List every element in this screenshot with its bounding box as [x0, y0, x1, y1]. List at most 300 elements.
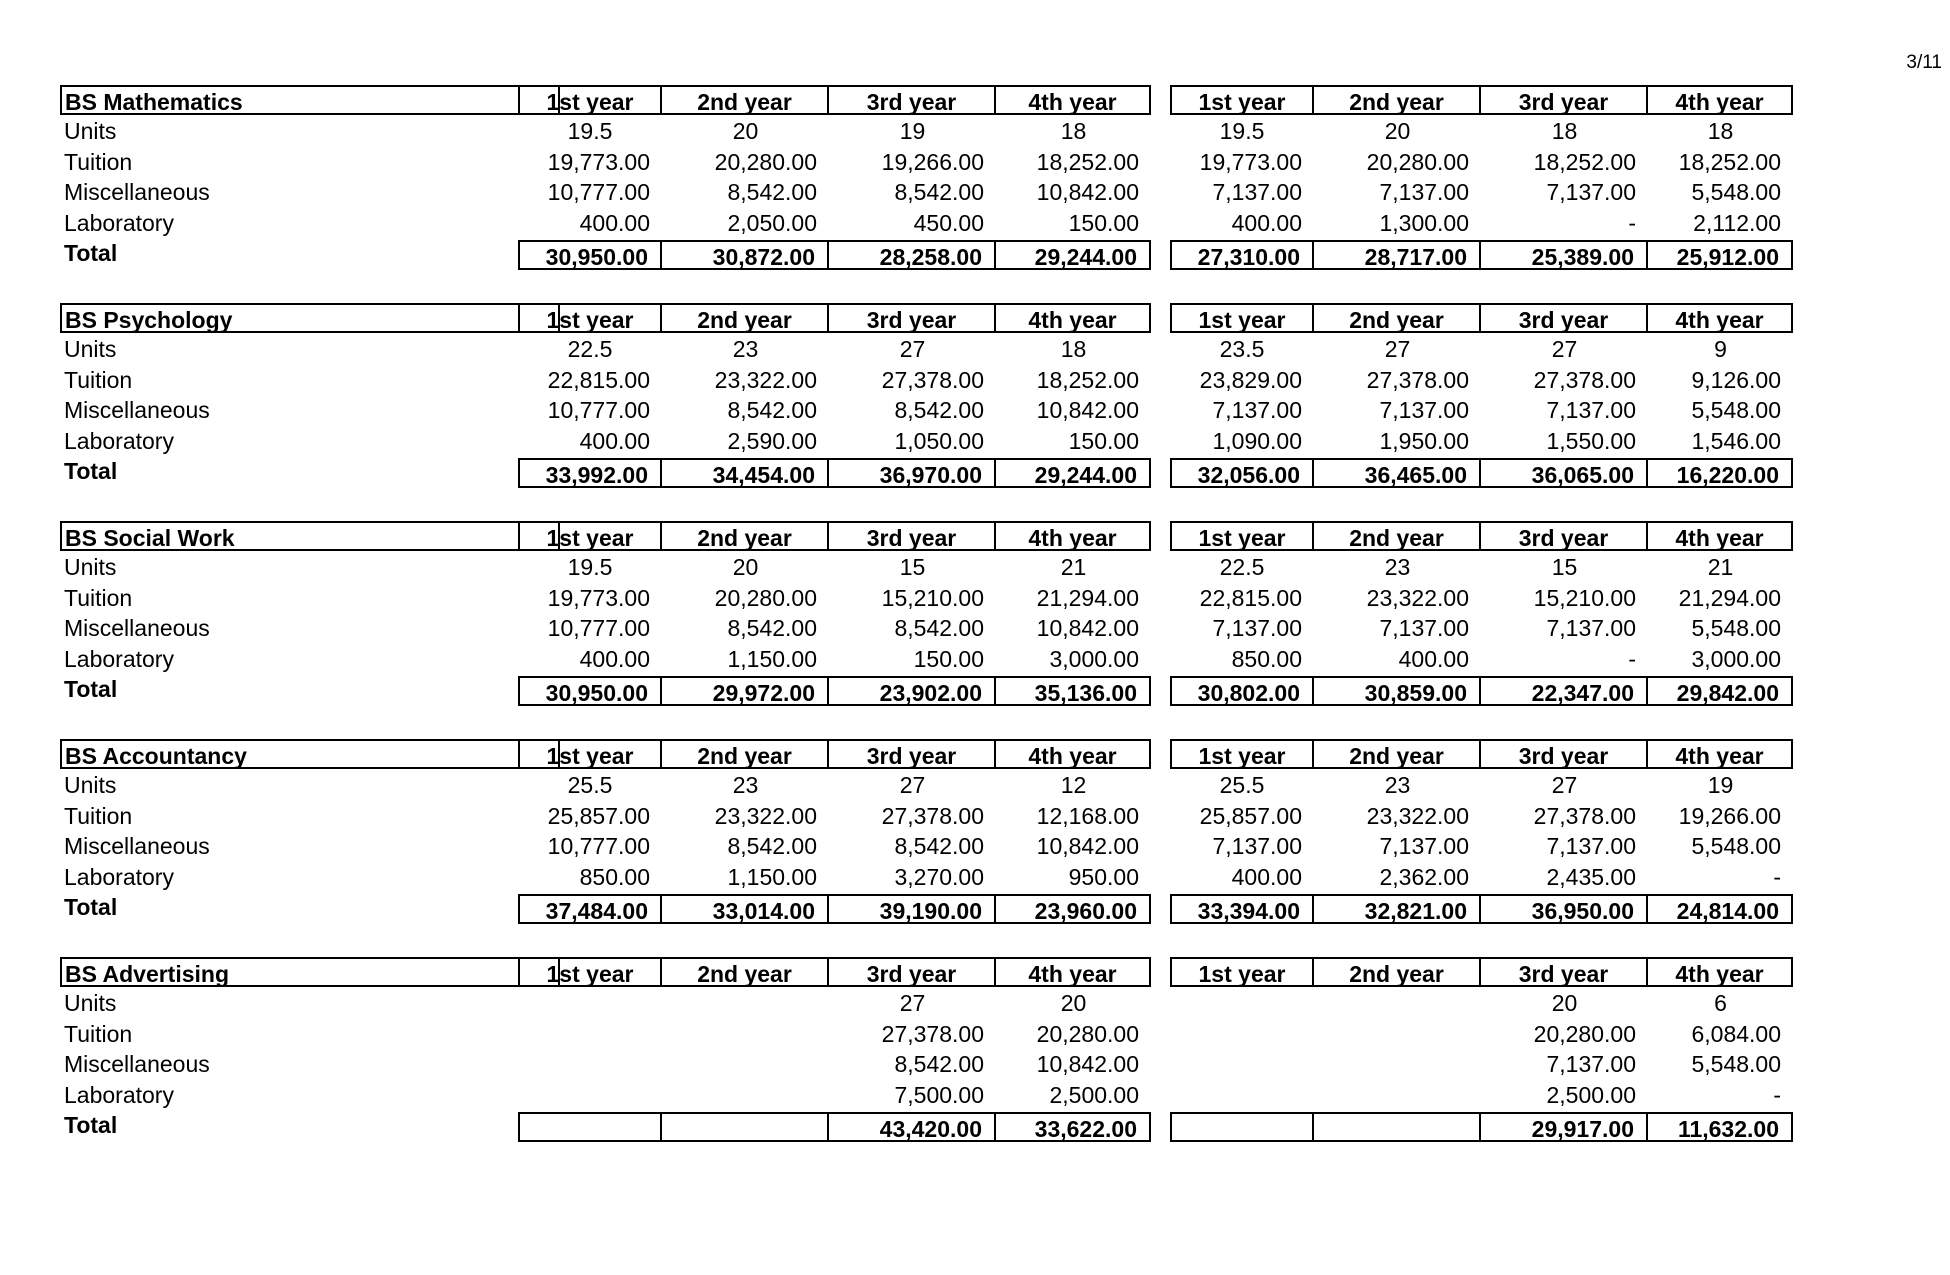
value-cell: 10,777.00 [547, 833, 650, 859]
value-cell: 43,420.00 [829, 1112, 996, 1142]
year-header: 1st year [1170, 85, 1314, 115]
year-header: 2nd year [1314, 85, 1481, 115]
value-cell: 10,842.00 [1036, 1051, 1139, 1077]
value-cell: 150.00 [1068, 427, 1139, 454]
value-cell: 19 [899, 118, 926, 144]
value-cell [518, 1019, 662, 1049]
laboratory-row [60, 862, 1855, 892]
value-cell: 19.5 [567, 118, 613, 144]
value-cell: 7,137.00 [1546, 615, 1636, 641]
value-cell: 1,546.00 [1691, 427, 1781, 454]
value-cell: 10,777.00 [547, 397, 650, 423]
value-cell: 18 [1551, 118, 1578, 144]
value-cell: 23 [732, 336, 759, 362]
value-cell [518, 988, 662, 1018]
value-cell: 36,465.00 [1314, 458, 1481, 488]
laboratory-row [60, 1080, 1855, 1110]
value-cell: 150.00 [913, 645, 984, 672]
value-cell: 29,244.00 [996, 240, 1151, 270]
table-header-row [60, 303, 1855, 333]
value-cell: 12,168.00 [1036, 802, 1139, 829]
value-cell: 950.00 [1068, 863, 1139, 890]
value-cell: - [1628, 645, 1636, 672]
year-header: 4th year [996, 85, 1151, 115]
value-cell: 27 [1551, 336, 1578, 362]
total-row [60, 674, 1855, 704]
table-header-row [60, 521, 1855, 551]
value-cell [662, 1080, 829, 1110]
value-cell: - [1628, 209, 1636, 236]
value-cell: 18,252.00 [1678, 148, 1781, 175]
row-label: Miscellaneous [64, 1051, 210, 1077]
value-cell: 2,435.00 [1546, 863, 1636, 890]
year-header: 1st year [1170, 303, 1314, 333]
value-cell: 34,454.00 [662, 458, 829, 488]
year-header: 3rd year [829, 521, 996, 551]
value-cell: 7,137.00 [1546, 1051, 1636, 1077]
row-label: Tuition [64, 584, 133, 611]
value-cell: 27 [899, 990, 926, 1016]
value-cell: 19.5 [567, 554, 613, 580]
row-label: Laboratory [64, 209, 174, 236]
value-cell: 400.00 [579, 427, 650, 454]
value-cell: 36,950.00 [1481, 894, 1648, 924]
year-header: 1st year [518, 521, 662, 551]
value-cell: 15 [1551, 554, 1578, 580]
laboratory-row [60, 644, 1855, 674]
value-cell [1170, 1080, 1314, 1110]
year-header: 4th year [1648, 85, 1793, 115]
value-cell: 8,542.00 [727, 397, 817, 423]
value-cell: 10,842.00 [1036, 179, 1139, 205]
value-cell: 32,056.00 [1170, 458, 1314, 488]
value-cell: 9,126.00 [1691, 366, 1781, 393]
value-cell: 27,378.00 [1533, 802, 1636, 829]
year-header: 4th year [1648, 957, 1793, 987]
total-row [60, 892, 1855, 922]
value-cell: 5,548.00 [1691, 397, 1781, 423]
value-cell: 20,280.00 [714, 584, 817, 611]
value-cell: 5,548.00 [1691, 833, 1781, 859]
total-row [60, 1110, 1855, 1140]
value-cell: 400.00 [579, 645, 650, 672]
year-header: 4th year [996, 303, 1151, 333]
year-header: 2nd year [662, 521, 829, 551]
row-label: Units [64, 554, 117, 580]
value-cell: 25.5 [567, 772, 613, 798]
value-cell: 27 [899, 772, 926, 798]
value-cell: 2,500.00 [1546, 1081, 1636, 1108]
value-cell: 1,050.00 [894, 427, 984, 454]
row-label: Units [64, 772, 117, 798]
value-cell: 850.00 [579, 863, 650, 890]
value-cell: 10,842.00 [1036, 833, 1139, 859]
value-cell: 400.00 [579, 209, 650, 236]
tuition-row [60, 801, 1855, 831]
value-cell [1170, 1049, 1314, 1079]
value-cell: 7,137.00 [1379, 397, 1469, 423]
program-title: BS Psychology [60, 303, 560, 333]
value-cell: 8,542.00 [894, 1051, 984, 1077]
value-cell: 7,137.00 [1379, 615, 1469, 641]
year-header: 2nd year [662, 303, 829, 333]
value-cell: 19 [1707, 772, 1734, 798]
row-label: Miscellaneous [64, 833, 210, 859]
value-cell: 21 [1060, 554, 1087, 580]
year-header: 1st year [518, 957, 662, 987]
value-cell: 18 [1707, 118, 1734, 144]
value-cell: 28,258.00 [829, 240, 996, 270]
value-cell: 400.00 [1231, 209, 1302, 236]
value-cell: 30,872.00 [662, 240, 829, 270]
value-cell: 11,632.00 [1648, 1112, 1793, 1142]
value-cell: 22,815.00 [547, 366, 650, 393]
value-cell: 15,210.00 [881, 584, 984, 611]
year-header: 1st year [518, 303, 662, 333]
value-cell [1170, 1019, 1314, 1049]
year-header: 2nd year [662, 85, 829, 115]
tuition-row [60, 147, 1855, 177]
value-cell: 8,542.00 [727, 179, 817, 205]
value-cell: 20 [1551, 990, 1578, 1016]
row-label: Laboratory [64, 645, 174, 672]
value-cell: 19.5 [1219, 118, 1265, 144]
value-cell [662, 1049, 829, 1079]
value-cell: 5,548.00 [1691, 179, 1781, 205]
value-cell: 29,244.00 [996, 458, 1151, 488]
value-cell: 25,912.00 [1648, 240, 1793, 270]
value-cell: 23,960.00 [996, 894, 1151, 924]
value-cell: 33,992.00 [518, 458, 662, 488]
row-label: Units [64, 990, 117, 1016]
value-cell: 400.00 [1398, 645, 1469, 672]
value-cell: 24,814.00 [1648, 894, 1793, 924]
row-label: Miscellaneous [64, 179, 210, 205]
value-cell: 850.00 [1231, 645, 1302, 672]
row-label: Laboratory [64, 427, 174, 454]
value-cell: 27 [1384, 336, 1411, 362]
tuition-row [60, 365, 1855, 395]
program-title: BS Advertising [60, 957, 560, 987]
value-cell: 18,252.00 [1533, 148, 1636, 175]
value-cell: 25.5 [1219, 772, 1265, 798]
value-cell: 22.5 [1219, 554, 1265, 580]
value-cell: 7,137.00 [1212, 833, 1302, 859]
value-cell: 25,389.00 [1481, 240, 1648, 270]
value-cell: 30,950.00 [518, 240, 662, 270]
value-cell: 19,266.00 [881, 148, 984, 175]
tuition-row [60, 583, 1855, 613]
value-cell [1314, 1049, 1481, 1079]
value-cell: 2,112.00 [1693, 209, 1781, 236]
value-cell: 25,857.00 [1199, 802, 1302, 829]
value-cell: 2,500.00 [1049, 1081, 1139, 1108]
value-cell: 18 [1060, 336, 1087, 362]
row-label: Total [64, 676, 118, 702]
value-cell: 20 [1060, 990, 1087, 1016]
program-table [60, 739, 1855, 924]
value-cell: 22,815.00 [1199, 584, 1302, 611]
value-cell: 7,137.00 [1379, 833, 1469, 859]
year-header: 3rd year [1481, 521, 1648, 551]
value-cell: 8,542.00 [894, 615, 984, 641]
value-cell: 1,090.00 [1212, 427, 1302, 454]
value-cell: 10,842.00 [1036, 397, 1139, 423]
year-header: 3rd year [1481, 957, 1648, 987]
value-cell: 7,137.00 [1212, 397, 1302, 423]
value-cell: 20,280.00 [1533, 1020, 1636, 1047]
value-cell: 27,378.00 [881, 366, 984, 393]
value-cell: 27 [1551, 772, 1578, 798]
units-row [60, 770, 1855, 800]
value-cell: 20,280.00 [1366, 148, 1469, 175]
units-row [60, 116, 1855, 146]
value-cell: 21,294.00 [1678, 584, 1781, 611]
page-number: 3/11 [1906, 52, 1942, 73]
value-cell: 10,777.00 [547, 615, 650, 641]
value-cell [1314, 1112, 1481, 1142]
value-cell: 6 [1714, 990, 1727, 1016]
value-cell: 20 [732, 554, 759, 580]
value-cell: 1,550.00 [1546, 427, 1636, 454]
value-cell: 35,136.00 [996, 676, 1151, 706]
year-header: 3rd year [829, 303, 996, 333]
year-header: 4th year [1648, 739, 1793, 769]
year-header: 4th year [1648, 521, 1793, 551]
value-cell: 23,322.00 [1366, 584, 1469, 611]
value-cell: 5,548.00 [1691, 615, 1781, 641]
table-header-row [60, 739, 1855, 769]
value-cell: 19,773.00 [1199, 148, 1302, 175]
value-cell: 20,280.00 [1036, 1020, 1139, 1047]
value-cell: 6,084.00 [1691, 1020, 1781, 1047]
value-cell: 10,842.00 [1036, 615, 1139, 641]
miscellaneous-row [60, 831, 1855, 861]
row-label: Total [64, 894, 118, 920]
value-cell [518, 1080, 662, 1110]
value-cell: 27,378.00 [1366, 366, 1469, 393]
value-cell [662, 988, 829, 1018]
value-cell: 21 [1707, 554, 1734, 580]
value-cell: 15,210.00 [1533, 584, 1636, 611]
value-cell: 29,972.00 [662, 676, 829, 706]
value-cell: 2,362.00 [1379, 863, 1469, 890]
value-cell: 7,137.00 [1379, 179, 1469, 205]
value-cell: 8,542.00 [894, 397, 984, 423]
value-cell: 3,000.00 [1049, 645, 1139, 672]
value-cell: 39,190.00 [829, 894, 996, 924]
value-cell: 20,280.00 [714, 148, 817, 175]
year-header: 3rd year [1481, 303, 1648, 333]
value-cell: 30,950.00 [518, 676, 662, 706]
value-cell: 8,542.00 [727, 615, 817, 641]
value-cell: 20 [1384, 118, 1411, 144]
year-header: 2nd year [1314, 303, 1481, 333]
value-cell [518, 1049, 662, 1079]
row-label: Tuition [64, 148, 133, 175]
program-title: BS Social Work [60, 521, 560, 551]
value-cell: 9 [1714, 336, 1727, 362]
miscellaneous-row [60, 395, 1855, 425]
year-header: 3rd year [829, 85, 996, 115]
year-header: 1st year [518, 85, 662, 115]
year-header: 3rd year [1481, 739, 1648, 769]
value-cell: 22,347.00 [1481, 676, 1648, 706]
value-cell: - [1773, 863, 1781, 890]
miscellaneous-row [60, 1049, 1855, 1079]
value-cell: 27,378.00 [881, 802, 984, 829]
value-cell: 8,542.00 [727, 833, 817, 859]
value-cell: 16,220.00 [1648, 458, 1793, 488]
value-cell: 27 [899, 336, 926, 362]
row-label: Tuition [64, 1020, 133, 1047]
value-cell [662, 1112, 829, 1142]
program-table [60, 957, 1855, 1142]
value-cell [1314, 1080, 1481, 1110]
value-cell: 15 [899, 554, 926, 580]
value-cell: 28,717.00 [1314, 240, 1481, 270]
value-cell: 8,542.00 [894, 179, 984, 205]
tuition-row [60, 1019, 1855, 1049]
value-cell: 23 [732, 772, 759, 798]
value-cell [518, 1112, 662, 1142]
table-header-row [60, 85, 1855, 115]
year-header: 3rd year [829, 739, 996, 769]
value-cell: 10,777.00 [547, 179, 650, 205]
value-cell: 23 [1384, 554, 1411, 580]
value-cell: 37,484.00 [518, 894, 662, 924]
value-cell: 8,542.00 [894, 833, 984, 859]
value-cell: 1,300.00 [1379, 209, 1469, 236]
value-cell: 3,270.00 [894, 863, 984, 890]
value-cell [1170, 1112, 1314, 1142]
value-cell: 400.00 [1231, 863, 1302, 890]
row-label: Miscellaneous [64, 615, 210, 641]
value-cell: 33,622.00 [996, 1112, 1151, 1142]
value-cell: 29,917.00 [1481, 1112, 1648, 1142]
year-header: 3rd year [1481, 85, 1648, 115]
year-header: 4th year [996, 521, 1151, 551]
row-label: Units [64, 118, 117, 144]
value-cell: 7,137.00 [1212, 179, 1302, 205]
laboratory-row [60, 208, 1855, 238]
units-row [60, 988, 1855, 1018]
row-label: Tuition [64, 366, 133, 393]
year-header: 2nd year [662, 957, 829, 987]
year-header: 1st year [518, 739, 662, 769]
value-cell: 22.5 [567, 336, 613, 362]
value-cell: 23,322.00 [714, 366, 817, 393]
program-table [60, 521, 1855, 706]
value-cell: 36,970.00 [829, 458, 996, 488]
value-cell: 1,150.00 [727, 863, 817, 890]
value-cell: 1,150.00 [727, 645, 817, 672]
miscellaneous-row [60, 177, 1855, 207]
table-header-row [60, 957, 1855, 987]
value-cell: 7,137.00 [1546, 179, 1636, 205]
value-cell: 30,859.00 [1314, 676, 1481, 706]
value-cell: 2,590.00 [727, 427, 817, 454]
value-cell: 3,000.00 [1691, 645, 1781, 672]
value-cell: 33,394.00 [1170, 894, 1314, 924]
value-cell: 18,252.00 [1036, 366, 1139, 393]
year-header: 4th year [1648, 303, 1793, 333]
value-cell: 19,773.00 [547, 584, 650, 611]
year-header: 2nd year [662, 739, 829, 769]
row-label: Tuition [64, 802, 133, 829]
row-label: Miscellaneous [64, 397, 210, 423]
units-row [60, 552, 1855, 582]
value-cell: 25,857.00 [547, 802, 650, 829]
value-cell: 18,252.00 [1036, 148, 1139, 175]
value-cell: 450.00 [913, 209, 984, 236]
value-cell: 23.5 [1219, 336, 1265, 362]
program-title: BS Accountancy [60, 739, 560, 769]
value-cell: 7,137.00 [1546, 833, 1636, 859]
year-header: 3rd year [829, 957, 996, 987]
value-cell [1314, 1019, 1481, 1049]
value-cell: 5,548.00 [1691, 1051, 1781, 1077]
value-cell: 23,902.00 [829, 676, 996, 706]
value-cell: 23,322.00 [714, 802, 817, 829]
value-cell: 19,266.00 [1678, 802, 1781, 829]
value-cell: - [1773, 1081, 1781, 1108]
units-row [60, 334, 1855, 364]
value-cell: 32,821.00 [1314, 894, 1481, 924]
value-cell: 23,829.00 [1199, 366, 1302, 393]
year-header: 1st year [1170, 521, 1314, 551]
year-header: 4th year [996, 957, 1151, 987]
row-label: Total [64, 240, 118, 266]
total-row [60, 456, 1855, 486]
row-label: Total [64, 458, 118, 484]
value-cell: 150.00 [1068, 209, 1139, 236]
laboratory-row [60, 426, 1855, 456]
value-cell: 2,050.00 [727, 209, 817, 236]
program-table [60, 85, 1855, 270]
value-cell: 20 [732, 118, 759, 144]
year-header: 4th year [996, 739, 1151, 769]
value-cell [662, 1019, 829, 1049]
value-cell: 27,378.00 [1533, 366, 1636, 393]
program-title: BS Mathematics [60, 85, 560, 115]
row-label: Laboratory [64, 863, 174, 890]
value-cell: 7,500.00 [894, 1081, 984, 1108]
value-cell: 33,014.00 [662, 894, 829, 924]
year-header: 2nd year [1314, 739, 1481, 769]
value-cell: 36,065.00 [1481, 458, 1648, 488]
value-cell: 23 [1384, 772, 1411, 798]
miscellaneous-row [60, 613, 1855, 643]
value-cell: 27,310.00 [1170, 240, 1314, 270]
year-header: 1st year [1170, 957, 1314, 987]
value-cell: 23,322.00 [1366, 802, 1469, 829]
value-cell: 30,802.00 [1170, 676, 1314, 706]
value-cell: 12 [1060, 772, 1087, 798]
value-cell [1314, 988, 1481, 1018]
year-header: 2nd year [1314, 957, 1481, 987]
program-table [60, 303, 1855, 488]
value-cell: 29,842.00 [1648, 676, 1793, 706]
value-cell: 7,137.00 [1546, 397, 1636, 423]
row-label: Total [64, 1112, 118, 1138]
value-cell: 21,294.00 [1036, 584, 1139, 611]
value-cell: 18 [1060, 118, 1087, 144]
year-header: 1st year [1170, 739, 1314, 769]
value-cell [1170, 988, 1314, 1018]
row-label: Laboratory [64, 1081, 174, 1108]
value-cell: 27,378.00 [881, 1020, 984, 1047]
